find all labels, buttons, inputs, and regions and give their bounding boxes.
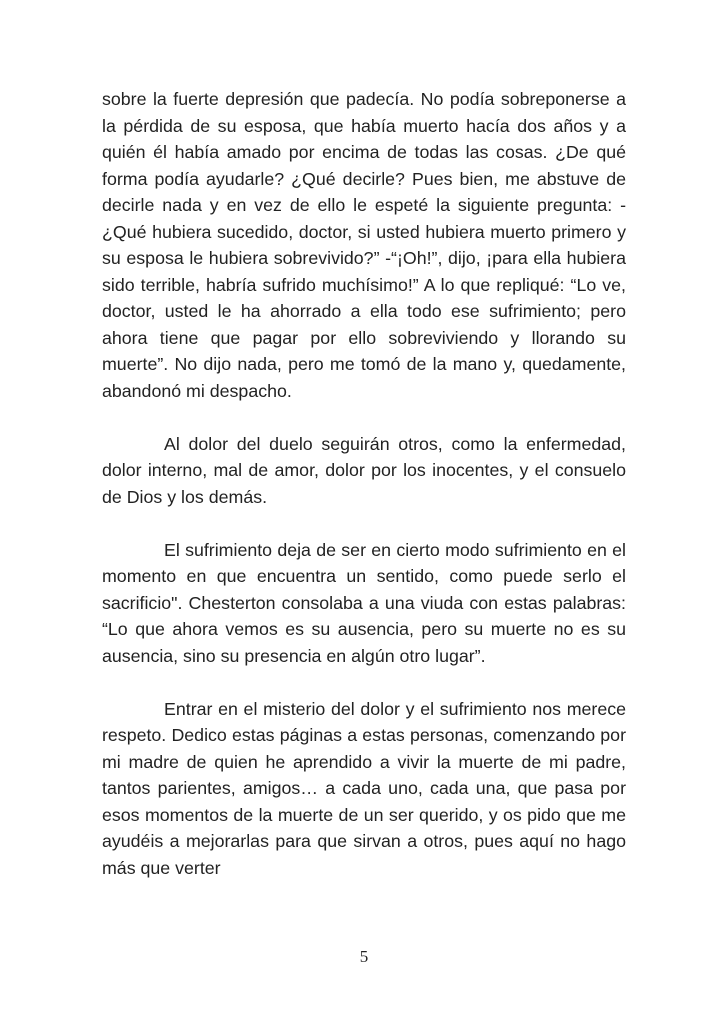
paragraph: El sufrimiento deja de ser en cierto modo sufrimiento en el momento en que encuentra un sentido, como puede serlo el sacrificio". Chesterton consolaba a una viuda con estas palabras: “Lo que ahora vemos es su ausencia, pero su muerte no es su ausencia, sino su presencia en algún otro lugar”. [102,539,626,666]
paragraph: Entrar en el misterio del dolor y el sufrimiento nos merece respeto. Dedico estas páginas a estas personas, comenzando por mi madre de quien he aprendido a vivir la muerte de mi padre, tantos parientes, amigos… a cada uno, cada una, que pasa por esos momentos de la muerte de un ser querido, y os pido que me ayudéis a mejorarlas para que sirvan a otros, pues aquí no hago más que verter [102,698,626,878]
paragraph: Al dolor del duelo seguirán otros, como la enfermedad, dolor interno, mal de amor, dolor por los inocentes, y el consuelo de Dios y los demás. [102,433,626,507]
page-number: 5 [359,947,369,966]
page-body [102,86,626,881]
paragraph: sobre la fuerte depresión que padecía. No podía sobreponerse a la pérdida de su esposa, que había muerto hacía dos años y a quién él había amado por encima de todas las cosas. ¿De qué forma podía ayudarle? ¿Qué decirle? Pues bien, me abstuve de decirle nada y en vez de ello le espeté la siguiente pregunta: -¿Qué hubiera sucedido, doctor, si usted hubiera muerto primero y su esposa le hubiera sobrevivido?” -“¡Oh!”, dijo, ¡para ella hubiera sido terrible, habría sufrido muchísimo!” A lo que repliqué: “Lo ve, doctor, usted le ha ahorrado a ella todo ese sufrimiento; pero ahora tiene que pagar por ello sobreviviendo y llorando su muerte”. No dijo nada, pero me tomó de la mano y, quedamente, abandonó mi despacho. [102,89,626,401]
